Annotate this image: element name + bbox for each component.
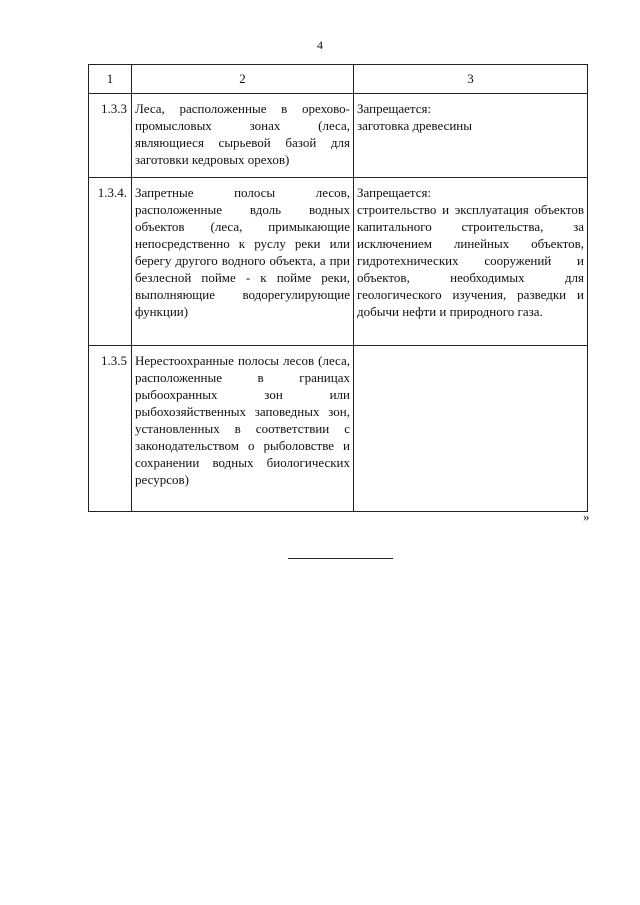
table-row	[89, 178, 588, 346]
header-cell-3: 3	[354, 65, 588, 94]
table-header-row	[89, 65, 588, 94]
forest-category: Запретные полосы лесов, расположенные вдоль водных объектов (леса, примыкающие непосредственно к руслу реки или берегу другого водного объекта, а при безлесной пойме - к пойме реки, выполняющие водорегулирующие функции)	[132, 178, 354, 346]
restriction-text: Запрещается: строительство и эксплуатация объектов капитального строительства, за исключением линейных объектов, гидротехнических сооружений и объектов, необходимых для геологического изучения, разведки и добычи нефти и природного газа.	[354, 178, 588, 346]
row-number: 1.3.3	[89, 94, 132, 178]
row-number: 1.3.4.	[89, 178, 132, 346]
forest-category: Нерестоохранные полосы лесов (леса, расположенные в границах рыбоохранных зон или рыбохозяйственных заповедных зон, установленных в соответствии с законодательством о рыболовстве и сохранении водных биологических ресурсов)	[132, 346, 354, 512]
restriction-text: Запрещается: заготовка древесины	[354, 94, 588, 178]
row-number: 1.3.5	[89, 346, 132, 512]
header-cell-2: 2	[132, 65, 354, 94]
restriction-text	[354, 346, 588, 512]
table-row	[89, 346, 588, 512]
end-divider-line	[288, 558, 393, 559]
header-cell-1: 1	[89, 65, 132, 94]
page-number: 4	[317, 38, 323, 52]
table-row	[89, 94, 588, 178]
forest-category: Леса, расположенные в орехово-промысловых зонах (леса, являющиеся сырьевой базой для заготовки кедровых орехов)	[132, 94, 354, 178]
forest-categories-table	[88, 64, 588, 512]
closing-quote-mark: »	[583, 509, 590, 524]
